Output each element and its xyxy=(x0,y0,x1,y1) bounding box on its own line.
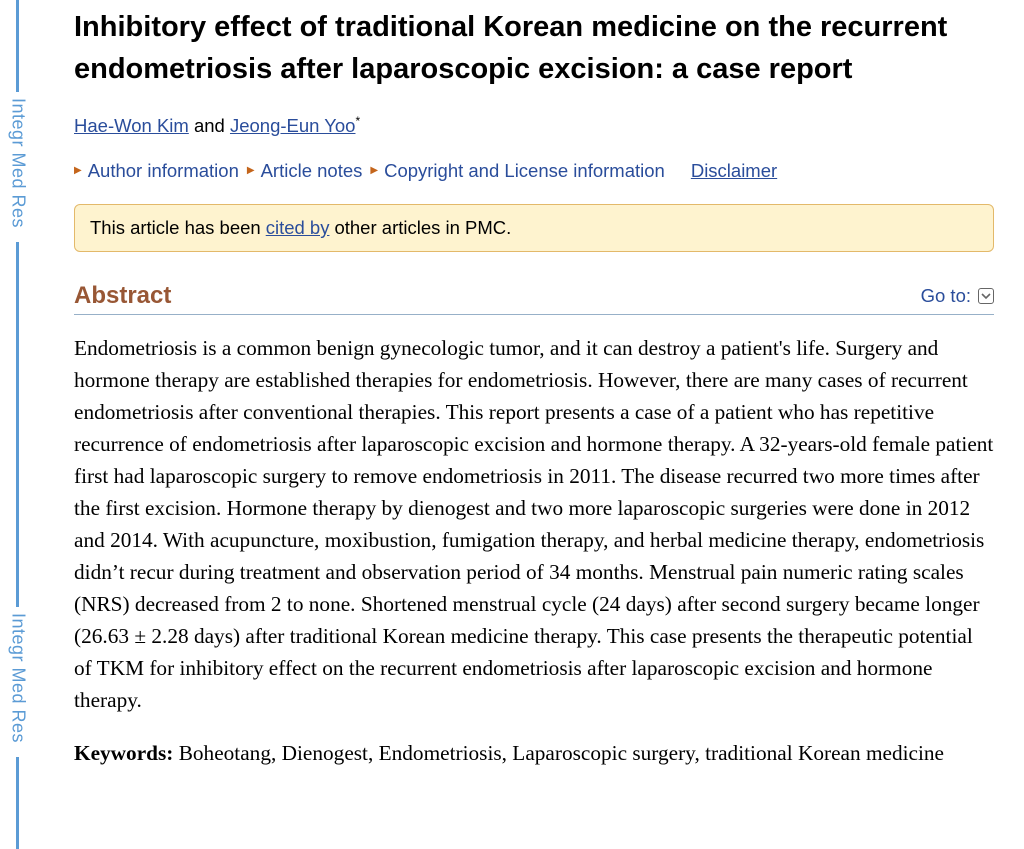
author-link-hae-won-kim[interactable]: Hae-Won Kim xyxy=(74,115,189,137)
article-notes-toggle[interactable] xyxy=(247,158,363,184)
article-notes-label: Article notes xyxy=(260,160,363,182)
chevron-down-icon[interactable] xyxy=(978,288,994,304)
cited-by-link[interactable]: cited by xyxy=(265,217,330,239)
disclaimer-link[interactable]: Disclaimer xyxy=(690,160,778,182)
triangle-right-icon: ▶ xyxy=(370,165,379,177)
goto-menu[interactable] xyxy=(921,285,994,307)
triangle-right-icon: ▶ xyxy=(74,165,82,177)
abstract-heading: Abstract xyxy=(74,282,172,310)
copyright-toggle[interactable] xyxy=(370,158,664,184)
corresponding-author-mark: * xyxy=(355,114,361,128)
goto-label: Go to: xyxy=(920,285,971,307)
journal-rail-label-bottom[interactable]: Integr Med Res xyxy=(8,607,28,757)
journal-rail-label-top[interactable]: Integr Med Res xyxy=(8,92,28,242)
article-title: Inhibitory effect of traditional Korean medicine on the recurrent endometriosis after laparoscopic excision: a case report xyxy=(74,11,948,85)
author-information-toggle[interactable] xyxy=(74,158,239,184)
keywords-section xyxy=(74,737,994,769)
author-link-jeong-eun-yoo[interactable]: Jeong-Eun Yoo xyxy=(229,115,356,137)
abstract-body: Endometriosis is a common benign gynecologic tumor, and it can destroy a patient's life. Surgery and hormone therapy are established therapies for endometriosis. However, there are many cases of recurrent endometriosis after conventional therapies. This report presents a case of a patient who has repetitive recurrence of endometriosis after laparoscopic excision and hormone therapy. A 32-years-old female patient first had laparoscopic surgery to remove endometriosis in 2011. The disease recurred two more times after the first excision. Hormone therapy by dienogest and two more laparoscopic surgeries were done in 2012 and 2014. With acupuncture, moxibustion, fumigation therapy, and herbal medicine therapy, endometriosis didn’t recur during treatment and observation period of 34 months. Menstrual pain numeric rating scales (NRS) decreased from 2 to none. Shortened menstrual cycle (24 days) after second surgery became longer (26.63 ± 2.28 days) after traditional Korean medicine therapy. This case presents the therapeutic potential of TKM for inhibitory effect on the recurrent endometriosis after laparoscopic excision and hormone therapy. xyxy=(74,336,994,713)
keywords-label: Keywords: xyxy=(74,741,174,766)
author-list xyxy=(74,108,994,139)
keywords-list: Boheotang, Dienogest, Endometriosis, Laparoscopic surgery, traditional Korean medicine xyxy=(178,741,944,766)
author-conjunction: and xyxy=(193,115,225,137)
copyright-label: Copyright and License information xyxy=(384,160,665,182)
article-info-links xyxy=(74,158,994,184)
triangle-right-icon: ▶ xyxy=(246,165,255,177)
abstract-header xyxy=(74,280,994,315)
article-content xyxy=(74,0,994,769)
author-information-label: Author information xyxy=(87,160,239,182)
cited-by-notice xyxy=(74,204,994,252)
cited-notice-text-before: This article has been xyxy=(90,217,261,239)
cited-notice-text-after: other articles in PMC. xyxy=(334,217,512,239)
